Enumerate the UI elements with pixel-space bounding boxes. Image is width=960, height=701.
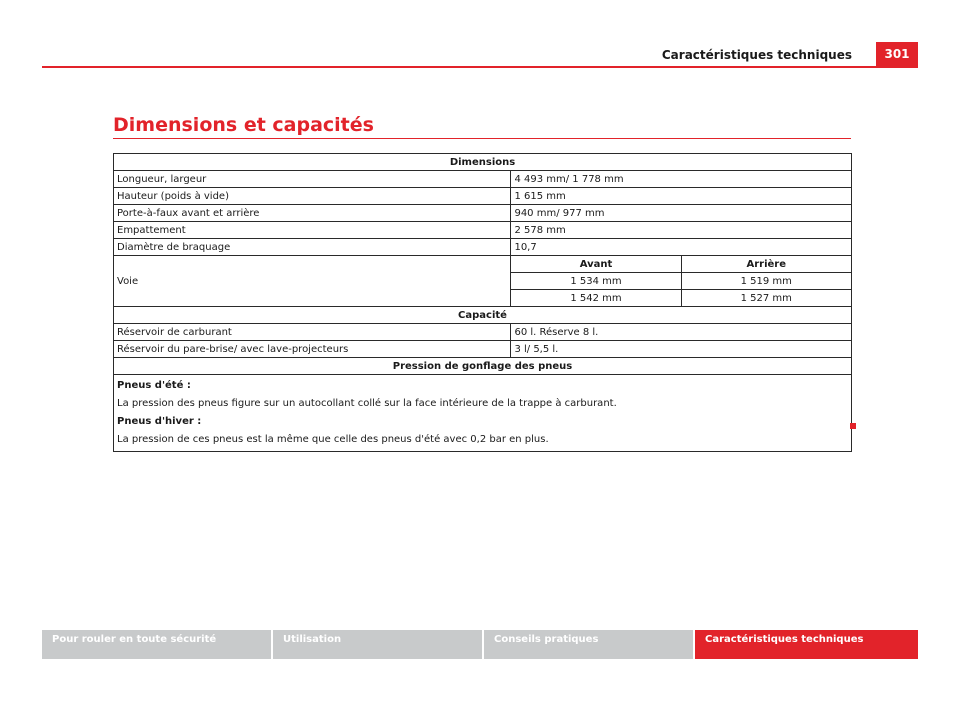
voie-front-value: 1 534 mm (511, 273, 681, 290)
row-value: 10,7 (511, 239, 852, 256)
row-value: 2 578 mm (511, 222, 852, 239)
voie-front-heading: Avant (511, 256, 681, 273)
winter-tyres-text: La pression de ces pneus est la même que celle des pneus d'été avec 0,2 bar en plus. (117, 434, 549, 445)
table-row (114, 205, 852, 222)
tyre-pressure-cell (114, 375, 852, 452)
table-row (114, 239, 852, 256)
page-number-badge: 301 (876, 42, 918, 66)
specifications-table (113, 153, 852, 452)
footer-tab-usage[interactable]: Utilisation (273, 630, 482, 659)
table-row (114, 222, 852, 239)
row-value: 4 493 mm/ 1 778 mm (511, 171, 852, 188)
voie-rear-value: 1 527 mm (681, 290, 851, 307)
table-row (114, 324, 852, 341)
row-value: 1 615 mm (511, 188, 852, 205)
voie-rear-heading: Arrière (681, 256, 851, 273)
header-rule (42, 66, 918, 68)
row-label: Porte-à-faux avant et arrière (114, 205, 511, 222)
row-value: 60 l. Réserve 8 l. (511, 324, 852, 341)
row-label: Hauteur (poids à vide) (114, 188, 511, 205)
row-value: 940 mm/ 977 mm (511, 205, 852, 222)
row-value: 3 l/ 5,5 l. (511, 341, 852, 358)
voie-label: Voie (114, 256, 511, 307)
row-label: Réservoir du pare-brise/ avec lave-projecteurs (114, 341, 511, 358)
table-row (114, 307, 852, 324)
dimensions-heading: Dimensions (114, 154, 852, 171)
voie-rear-value: 1 519 mm (681, 273, 851, 290)
capacity-heading: Capacité (114, 307, 852, 324)
section-title: Dimensions et capacités (113, 114, 374, 136)
footer-tab-practical-tips[interactable]: Conseils pratiques (484, 630, 693, 659)
table-row (114, 188, 852, 205)
row-label: Empattement (114, 222, 511, 239)
voie-front-value: 1 542 mm (511, 290, 681, 307)
row-label: Diamètre de braquage (114, 239, 511, 256)
row-label: Réservoir de carburant (114, 324, 511, 341)
end-of-section-square-icon (850, 423, 856, 429)
table-row (114, 256, 852, 273)
footer-tab-technical-specs[interactable]: Caractéristiques techniques (695, 630, 918, 659)
running-header-title: Caractéristiques techniques (661, 48, 852, 62)
winter-tyres-label: Pneus d'hiver : (117, 416, 202, 427)
tyre-pressure-heading: Pression de gonflage des pneus (114, 358, 852, 375)
summer-tyres-text: La pression des pneus figure sur un autocollant collé sur la face intérieure de la trappe à carburant. (117, 398, 617, 409)
table-row (114, 375, 852, 452)
table-row (114, 154, 852, 171)
table-row (114, 171, 852, 188)
table-row (114, 341, 852, 358)
section-rule (113, 138, 851, 139)
table-row (114, 358, 852, 375)
row-label: Longueur, largeur (114, 171, 511, 188)
footer-navigation (42, 630, 918, 659)
summer-tyres-label: Pneus d'été : (117, 380, 191, 391)
footer-tab-safety[interactable]: Pour rouler en toute sécurité (42, 630, 271, 659)
